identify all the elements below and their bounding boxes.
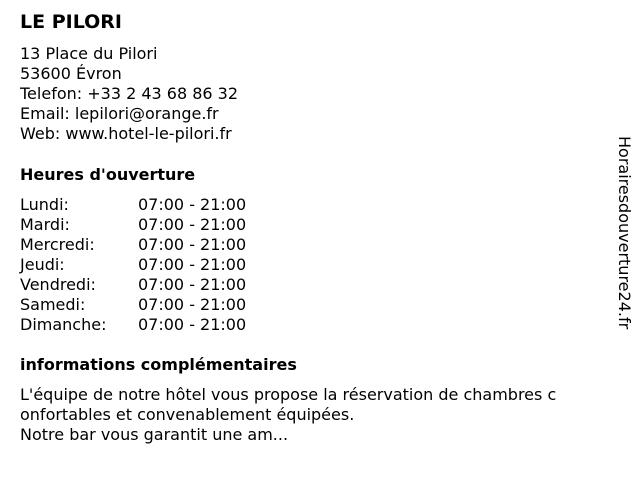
day-label: Mardi: bbox=[20, 215, 70, 234]
day-label: Jeudi: bbox=[20, 255, 65, 274]
hours-row-thursday bbox=[20, 255, 610, 275]
opening-hours-heading: Heures d'ouverture bbox=[20, 165, 196, 184]
day-label: Vendredi: bbox=[20, 275, 96, 294]
business-card bbox=[20, 10, 610, 445]
time-range: 07:00 - 21:00 bbox=[138, 195, 247, 214]
day-label: Mercredi: bbox=[20, 235, 95, 254]
additional-info-text bbox=[20, 385, 610, 445]
site-watermark: Horairesdouverture24.fr bbox=[615, 136, 634, 330]
additional-info-heading: informations complémentaires bbox=[20, 355, 297, 374]
info-line: Notre bar vous garantit une am... bbox=[20, 425, 289, 444]
time-range: 07:00 - 21:00 bbox=[138, 215, 247, 234]
phone-number: Telefon: +33 2 43 68 86 32 bbox=[20, 84, 239, 103]
info-line: onfortables et convenablement équipées. bbox=[20, 405, 355, 424]
opening-hours-table bbox=[20, 195, 610, 335]
hours-row-friday bbox=[20, 275, 610, 295]
day-label: Lundi: bbox=[20, 195, 69, 214]
day-label: Samedi: bbox=[20, 295, 86, 314]
hours-row-wednesday bbox=[20, 235, 610, 255]
hours-row-monday bbox=[20, 195, 610, 215]
time-range: 07:00 - 21:00 bbox=[138, 315, 247, 334]
business-name: LE PILORI bbox=[20, 11, 122, 33]
time-range: 07:00 - 21:00 bbox=[138, 235, 247, 254]
hours-row-sunday bbox=[20, 315, 610, 335]
day-label: Dimanche: bbox=[20, 315, 107, 334]
city-postcode: 53600 Évron bbox=[20, 64, 122, 83]
email-address: Email: lepilori@orange.fr bbox=[20, 104, 219, 123]
street-address: 13 Place du Pilori bbox=[20, 44, 158, 63]
hours-row-saturday bbox=[20, 295, 610, 315]
time-range: 07:00 - 21:00 bbox=[138, 295, 247, 314]
contact-block bbox=[20, 44, 610, 144]
time-range: 07:00 - 21:00 bbox=[138, 275, 247, 294]
time-range: 07:00 - 21:00 bbox=[138, 255, 247, 274]
website: Web: www.hotel-le-pilori.fr bbox=[20, 124, 232, 143]
hours-row-tuesday bbox=[20, 215, 610, 235]
info-line: L'équipe de notre hôtel vous propose la réservation de chambres c bbox=[20, 385, 557, 404]
